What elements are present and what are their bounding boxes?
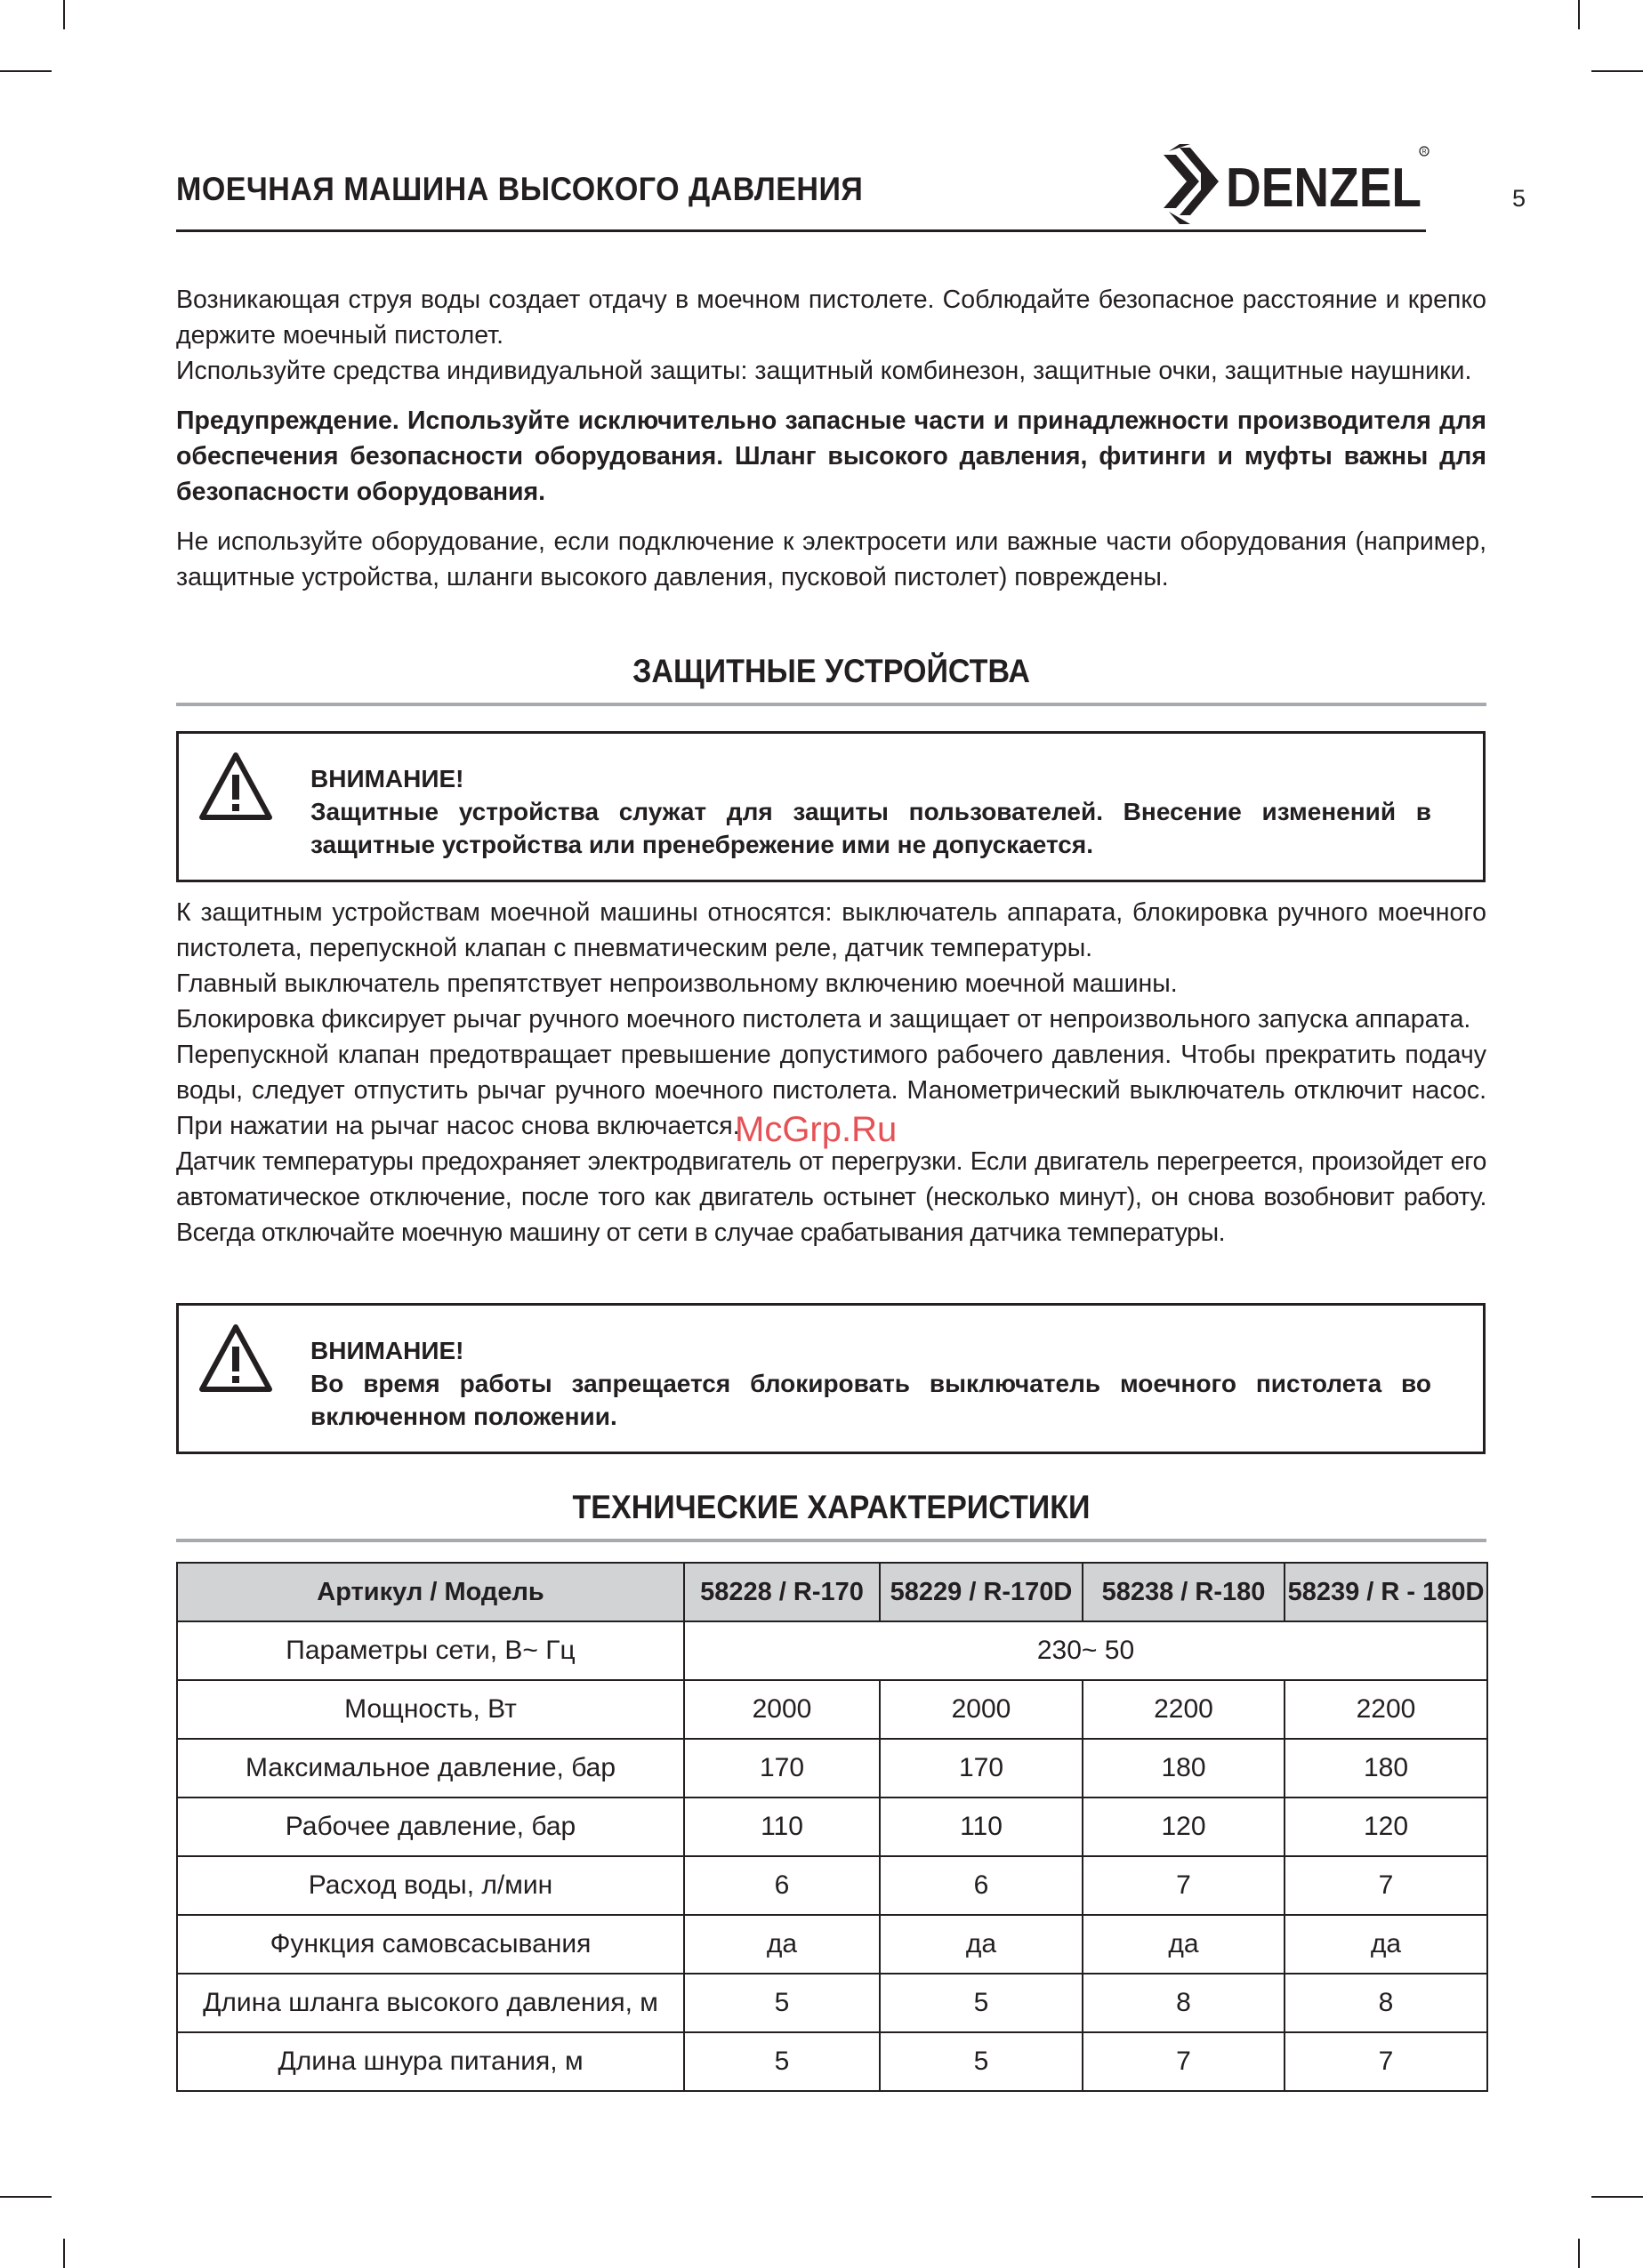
page-header-title: МОЕЧНАЯ МАШИНА ВЫСОКОГО ДАВЛЕНИЯ — [176, 171, 864, 207]
table-cell-value: 120 — [1083, 1798, 1285, 1856]
table-cell-parameter: Длина шланга высокого давления, м — [177, 1974, 684, 2032]
safety-paragraph-4: Перепускной клапан предотвращает превышение допустимого рабочего давления. Чтобы прекратить подачу воды, следует отпустить рычаг ручного моечного пистолета. Манометрический выключатель отключит насос. При нажатии на рычаг насос снова включается. — [176, 1041, 1486, 1140]
table-cell-value: 5 — [880, 1974, 1083, 2032]
warning-box-1 — [176, 731, 1486, 882]
section-rule — [176, 703, 1486, 706]
section-title-specs: ТЕХНИЧЕСКИЕ ХАРАКТЕРИСТИКИ — [572, 1489, 1091, 1525]
safety-paragraph-2: Главный выключатель препятствует непроизвольному включению моечной машины. — [176, 969, 1178, 998]
section-rule — [176, 1539, 1486, 1542]
table-row — [177, 1798, 1487, 1856]
table-cell-value: 8 — [1083, 1974, 1285, 2032]
table-header-cell: 58239 / R - 180D — [1285, 1563, 1487, 1621]
table-header-row — [177, 1563, 1487, 1621]
table-header-cell: 58228 / R-170 — [684, 1563, 880, 1621]
table-cell-value: 170 — [880, 1739, 1083, 1798]
table-row — [177, 1621, 1487, 1680]
specs-table — [176, 1562, 1488, 2092]
safety-paragraph-5: Датчик температуры предохраняет электродвигатель от перегрузки. Если двигатель перегреется, произойдет его автоматическое отключение, после того как двигатель остынет (несколько минут), он снова возобновит работу. Всегда отключайте моечную машину от сети в случае срабатывания датчика температуры. — [176, 1147, 1486, 1247]
table-cell-parameter: Параметры сети, В~ Гц — [177, 1621, 684, 1680]
table-cell-value: 170 — [684, 1739, 880, 1798]
table-cell-value: 180 — [1285, 1739, 1487, 1798]
denzel-logo — [1164, 144, 1430, 226]
table-row — [177, 1739, 1487, 1798]
warning-triangle-icon — [198, 1322, 273, 1396]
table-row — [177, 1974, 1487, 2032]
crop-mark — [63, 0, 65, 29]
table-cell-parameter: Длина шнура питания, м — [177, 2032, 684, 2091]
table-cell-value: 5 — [684, 2032, 880, 2091]
table-cell-value: 2200 — [1083, 1680, 1285, 1739]
intro-paragraph-1: Возникающая струя воды создает отдачу в моечном пистолете. Соблюдайте безопасное расстояние и крепко держите моечный пистолет. — [176, 286, 1486, 350]
crop-mark — [1578, 0, 1580, 29]
table-cell-parameter: Мощность, Вт — [177, 1680, 684, 1739]
warning-triangle-icon — [198, 750, 273, 824]
table-cell-parameter: Функция самовсасывания — [177, 1915, 684, 1974]
safety-paragraph-3: Блокировка фиксирует рычаг ручного моечного пистолета и защищает от непроизвольного запуска аппарата. — [176, 1005, 1471, 1033]
intro-section — [176, 282, 1486, 595]
table-row — [177, 1915, 1487, 1974]
table-cell-value: да — [1285, 1915, 1487, 1974]
table-cell-value: 6 — [684, 1856, 880, 1915]
logo-emblem-icon — [1164, 144, 1219, 224]
watermark: McGrp.Ru — [735, 1110, 898, 1149]
table-cell-value: 2000 — [880, 1680, 1083, 1739]
safety-paragraph-1: К защитным устройствам моечной машины относятся: выключатель аппарата, блокировка ручного моечного пистолета, перепускной клапан с пневматическим реле, датчик температуры. — [176, 898, 1486, 962]
safety-section — [176, 895, 1486, 1251]
warning-heading: ВНИМАНИЕ! — [310, 1337, 464, 1364]
table-cell-parameter: Максимальное давление, бар — [177, 1739, 684, 1798]
table-cell-value: да — [1083, 1915, 1285, 1974]
intro-paragraph-2: Используйте средства индивидуальной защиты: защитный комбинезон, защитные очки, защитные наушники. — [176, 357, 1472, 385]
table-cell-value: 5 — [684, 1974, 880, 2032]
intro-paragraph-3: Не используйте оборудование, если подключение к электросети или важные части оборудования (например, защитные устройства, шланги высокого давления, пусковой пистолет) повреждены. — [176, 527, 1486, 591]
table-header-cell: Артикул / Модель — [177, 1563, 684, 1621]
table-cell-value: 180 — [1083, 1739, 1285, 1798]
table-header-cell: 58229 / R-170D — [880, 1563, 1083, 1621]
table-cell-value: 2200 — [1285, 1680, 1487, 1739]
table-cell-value: 6 — [880, 1856, 1083, 1915]
table-cell-value: 2000 — [684, 1680, 880, 1739]
table-cell-value: да — [684, 1915, 880, 1974]
warning-heading: ВНИМАНИЕ! — [310, 765, 464, 792]
crop-mark — [0, 70, 52, 72]
table-cell-value: 7 — [1285, 2032, 1487, 2091]
table-row — [177, 1856, 1487, 1915]
table-cell-value: 230~ 50 — [684, 1621, 1487, 1680]
page-number: 5 — [1512, 185, 1526, 212]
crop-mark — [63, 2239, 65, 2268]
crop-mark — [1591, 2196, 1643, 2198]
table-cell-value: 110 — [684, 1798, 880, 1856]
logo-wordmark: DENZEL — [1226, 157, 1422, 219]
table-cell-value: 120 — [1285, 1798, 1487, 1856]
table-row — [177, 1680, 1487, 1739]
header-rule — [176, 229, 1426, 232]
table-cell-value: 7 — [1083, 1856, 1285, 1915]
table-header-cell: 58238 / R-180 — [1083, 1563, 1285, 1621]
table-cell-parameter: Рабочее давление, бар — [177, 1798, 684, 1856]
crop-mark — [0, 2196, 52, 2198]
table-row — [177, 2032, 1487, 2091]
table-cell-value: 7 — [1083, 2032, 1285, 2091]
warning-body: Во время работы запрещается блокировать выключатель моечного пистолета во включенном положении. — [310, 1370, 1431, 1430]
crop-mark — [1578, 2239, 1580, 2268]
intro-warning: Предупреждение. Используйте исключительно запасные части и принадлежности производителя для обеспечения безопасности оборудования. Шланг высокого давления, фитинги и муфты важны для безопасности оборудования. — [176, 406, 1486, 506]
table-cell-value: 7 — [1285, 1856, 1487, 1915]
table-cell-parameter: Расход воды, л/мин — [177, 1856, 684, 1915]
table-cell-value: да — [880, 1915, 1083, 1974]
table-cell-value: 5 — [880, 2032, 1083, 2091]
table-cell-value: 8 — [1285, 1974, 1487, 2032]
table-cell-value: 110 — [880, 1798, 1083, 1856]
crop-mark — [1591, 70, 1643, 72]
warning-box-2 — [176, 1303, 1486, 1454]
section-title-safety: ЗАЩИТНЫЕ УСТРОЙСТВА — [632, 653, 1030, 689]
svg-text:R: R — [1422, 149, 1427, 156]
warning-body: Защитные устройства служат для защиты пользователей. Внесение изменений в защитные устройства или пренебрежение ими не допускается. — [310, 798, 1431, 858]
